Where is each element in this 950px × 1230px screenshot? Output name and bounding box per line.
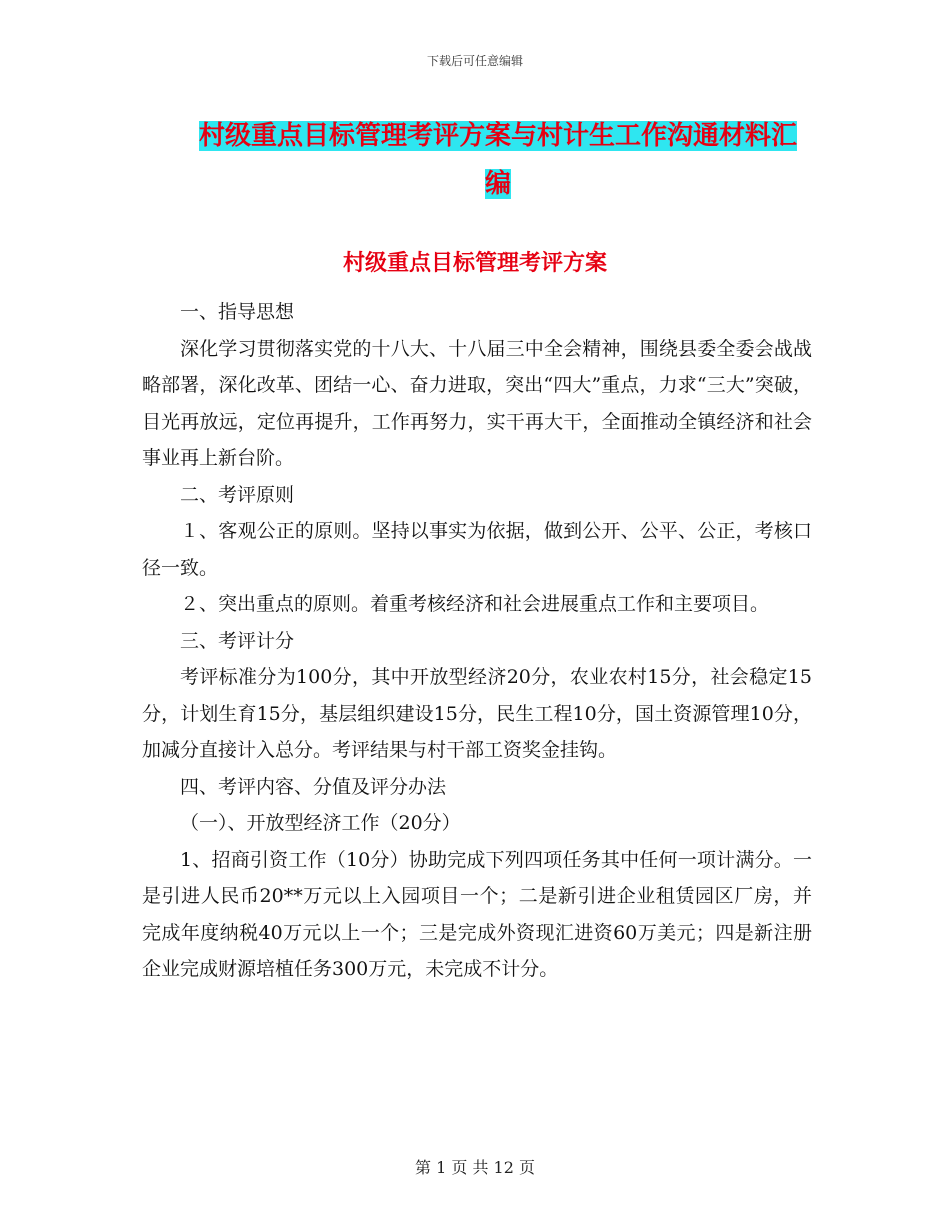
section-title: 村级重点目标管理考评方案: [342, 250, 607, 276]
heading-evaluation-content: 四、考评内容、分值及评分办法: [180, 775, 447, 798]
document-title: [188, 112, 808, 208]
paragraph-principle-2: ２、突出重点的原则。着重考核经济和社会进展重点工作和主要项目。: [180, 593, 770, 615]
heading-evaluation-principles: 二、考评原则: [180, 483, 295, 506]
subheading-open-economy: （一）、开放型经济工作（20分）: [180, 812, 461, 834]
heading-guiding-thought: 一、指导思想: [180, 301, 295, 323]
paragraph-principle-1: １、客观公正的原则。坚持以事实为依据，做到公开、公平、公正，考核口径一致。: [142, 520, 812, 579]
document-title-text: 村级重点目标管理考评方案与村计生工作沟通材料汇编: [198, 121, 797, 199]
paragraph-guiding-thought: 深化学习贯彻落实党的十八大、十八届三中全会精神，围绕县委全委会战战略部署，深化改革、团结一心、奋力进取，突出“四大”重点，力求“三大”突破，目光再放远，定位再提升，工作再努力，实干再大干，全面推动全镇经济和社会事业再上新台阶。: [142, 337, 812, 469]
document-body: [142, 294, 812, 988]
heading-evaluation-scoring: 三、考评计分: [180, 629, 295, 652]
paragraph-scoring: 考评标准分为100分，其中开放型经济20分，农业农村15分，社会稳定15分，计划生育15分，基层组织建设15分，民生工程10分，国土资源管理10分，加减分直接计入总分。考评结果与村干部工资奖金挂钩。: [142, 666, 812, 761]
page-header: 下载后可任意编辑: [426, 54, 523, 68]
paragraph-investment: 1、招商引资工作（10分）协助完成下列四项任务其中任何一项计满分。一是引进人民币20**万元以上入园项目一个；二是新引进企业租赁园区厂房，并完成年度纳税40万元以上一个；三是完成外资现汇进资60万美元；四是新注册企业完成财源培植任务300万元，未完成不计分。: [142, 848, 812, 980]
page-footer: 第 1 页 共 12 页: [415, 1158, 535, 1177]
